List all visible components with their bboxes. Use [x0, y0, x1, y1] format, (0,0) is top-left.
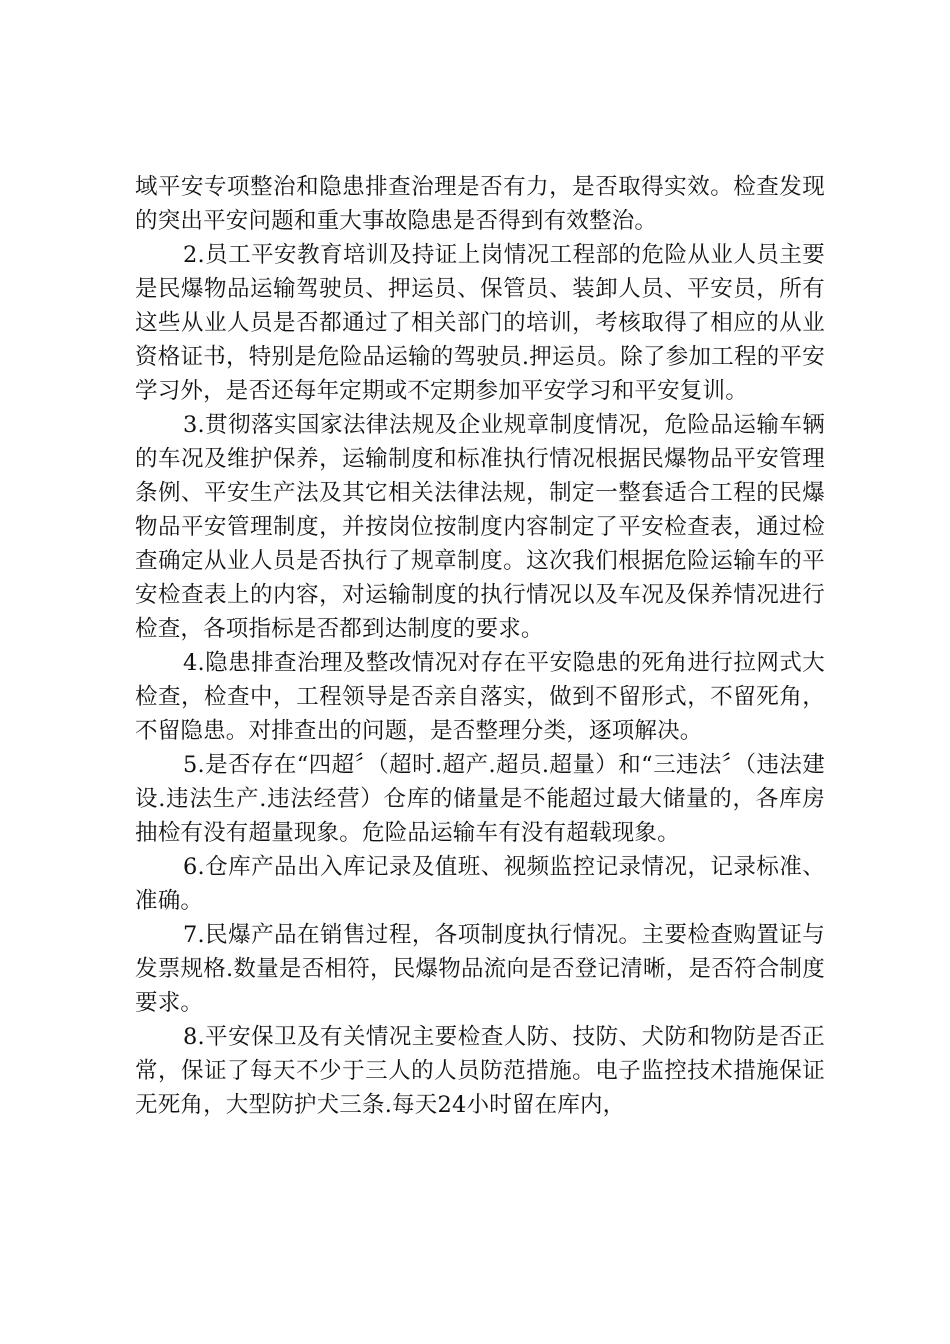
paragraph-intro: 域平安专项整治和隐患排查治理是否有力，是否取得实效。检查发现的突出平安问题和重大事故隐患是否得到有效整治。: [135, 174, 825, 234]
paragraph-item-7: 7.民爆产品在销售过程，各项制度执行情况。主要检查购置证与发票规格.数量是否相符，民爆物品流向是否登记清晰，是否符合制度要求。: [135, 922, 825, 1016]
paragraph-item-5: 5.是否存在“四超〞（超时.超产.超员.超量）和“三违法〞（违法建设.违法生产.违法经营）仓库的储量是不能超过最大储量的，各库房抽检有没有超量现象。危险品运输车有没有超载现象。: [135, 752, 825, 846]
paragraph-item-8: 8.平安保卫及有关情况主要检查人防、技防、犬防和物防是否正常，保证了每天不少于三人的人员防范措施。电子监控技术措施保证无死角，大型防护犬三条.每天24小时留在库内，: [135, 1024, 825, 1118]
paragraph-item-2: 2.员工平安教育培训及持证上岗情况工程部的危险从业人员主要是民爆物品运输驾驶员、押运员、保管员、装卸人员、平安员，所有这些从业人员是否都通过了相关部门的培训，考核取得了相应的从业资格证书，特别是危险品运输的驾驶员.押运员。除了参加工程的平安学习外，是否还每年定期或不定期参加平安学习和平安复训。: [135, 242, 825, 404]
paragraph-item-4: 4.隐患排查治理及整改情况对存在平安隐患的死角进行拉网式大检查，检查中，工程领导是否亲自落实，做到不留形式，不留死角，不留隐患。对排查出的问题，是否整理分类，逐项解决。: [135, 650, 825, 744]
paragraph-item-3: 3.贯彻落实国家法律法规及企业规章制度情况，危险品运输车辆的车况及维护保养，运输制度和标准执行情况根据民爆物品平安管理条例、平安生产法及其它相关法律法规，制定一整套适合工程的民爆物品平安管理制度，并按岗位按制度内容制定了平安检查表，通过检查确定从业人员是否执行了规章制度。这次我们根据危险运输车的平安检查表上的内容，对运输制度的执行情况以及车况及保养情况进行检查，各项指标是否都到达制度的要求。: [135, 412, 825, 642]
paragraph-item-6: 6.仓库产品出入库记录及值班、视频监控记录情况，记录标准、准确。: [135, 854, 825, 914]
document-body: [135, 170, 825, 1122]
